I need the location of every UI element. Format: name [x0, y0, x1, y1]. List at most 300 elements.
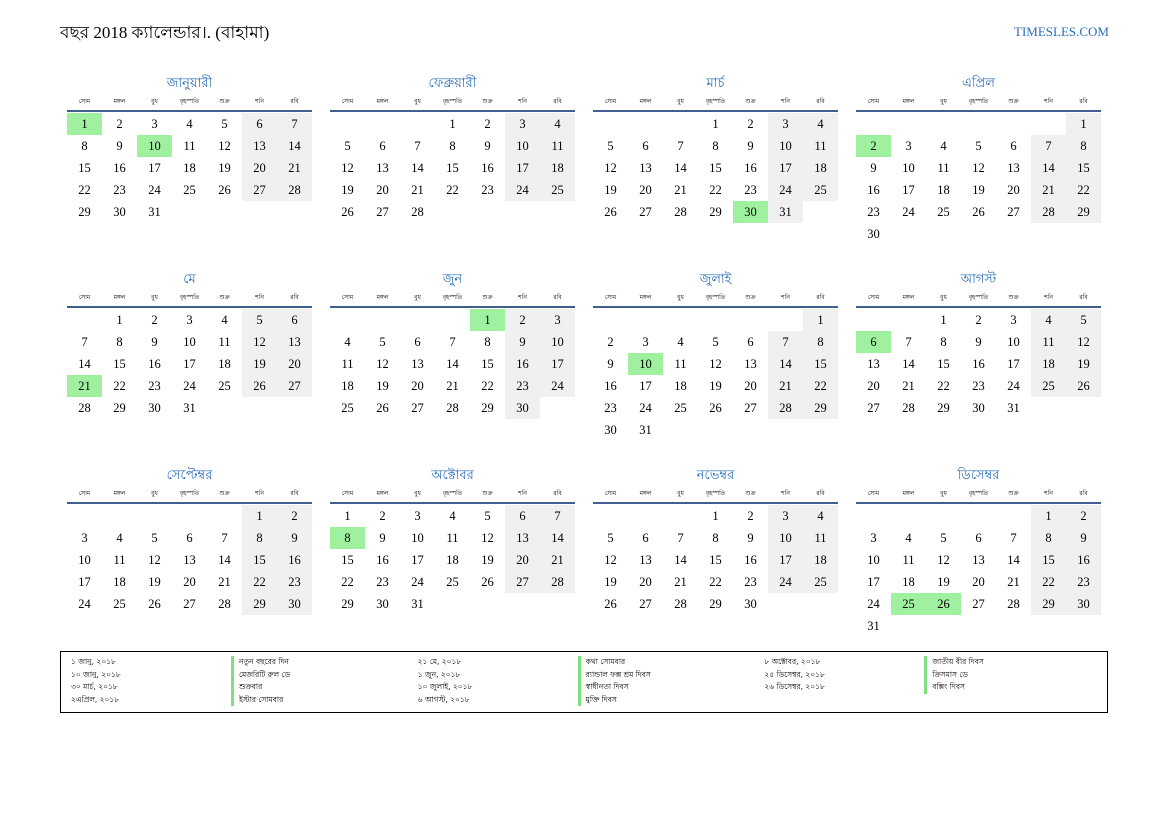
day-cell: 2: [116, 117, 123, 131]
weekday-label: বুধ: [414, 490, 421, 497]
days-grid: [856, 309, 1101, 419]
weekday-label: মঙ্গল: [639, 490, 652, 497]
day-cell: 27: [867, 401, 880, 415]
day-cell: 21: [1031, 179, 1066, 201]
month-name: এপ্রিল: [962, 76, 995, 91]
day-cell: 16: [277, 549, 312, 571]
day-cell: 5: [379, 335, 386, 349]
day-cell: 8: [1066, 135, 1101, 157]
weekday-label: রবি: [816, 294, 825, 301]
day-cell: 28: [674, 597, 687, 611]
weekday-label: সোম: [604, 490, 617, 497]
day-cell: 26: [1066, 375, 1101, 397]
empty-cell: [733, 309, 768, 331]
day-cell: 19: [341, 183, 354, 197]
holiday-day-cell: 25: [891, 593, 926, 615]
weekday-label: শুক্র: [219, 490, 230, 497]
empty-cell: [891, 113, 926, 135]
weekday-label: শনি: [781, 294, 790, 301]
weekday-label: শনি: [255, 490, 264, 497]
day-cell: 30: [972, 401, 985, 415]
day-cell: 18: [341, 379, 354, 393]
holiday-date: ২৬ ডিসেম্বর, ২০১৮: [764, 682, 825, 691]
day-cell: 28: [902, 401, 915, 415]
day-cell: 2: [484, 117, 491, 131]
day-cell: 13: [411, 357, 424, 371]
weekday-label: শনি: [518, 294, 527, 301]
day-cell: 21: [674, 183, 687, 197]
weekday-label: বুধ: [940, 98, 947, 105]
day-cell: 28: [78, 401, 91, 415]
weekday-label: শনি: [518, 98, 527, 105]
weekday-label: সোম: [867, 98, 880, 105]
empty-cell: [593, 309, 628, 331]
day-cell: 19: [481, 553, 494, 567]
days-grid: [593, 505, 838, 615]
day-cell: 18: [218, 357, 231, 371]
day-cell: 16: [604, 379, 617, 393]
day-cell: 1: [803, 309, 838, 331]
day-cell: 21: [446, 379, 459, 393]
holiday-date: ১০ জানু, ২০১৮: [71, 669, 121, 679]
weekday-label: বুধ: [414, 294, 421, 301]
day-cell: 13: [505, 527, 540, 549]
month-calendar: [593, 75, 838, 271]
day-cell: 7: [81, 335, 88, 349]
day-cell: 15: [481, 357, 494, 371]
day-cell: 31: [768, 201, 803, 223]
day-cell: 7: [414, 139, 421, 153]
day-cell: 1: [1031, 505, 1066, 527]
empty-cell: [891, 505, 926, 527]
day-cell: 6: [242, 113, 277, 135]
day-cell: 23: [148, 379, 161, 393]
days-grid: [593, 309, 838, 441]
day-cell: 18: [540, 157, 575, 179]
weekday-label: বুধ: [940, 294, 947, 301]
day-cell: 29: [1031, 593, 1066, 615]
weekday-label: শুক্র: [1008, 98, 1019, 105]
day-cell: 29: [1066, 201, 1101, 223]
day-cell: 26: [709, 401, 722, 415]
weekday-label: সোম: [867, 294, 880, 301]
weekday-label: মঙ্গল: [113, 490, 126, 497]
empty-cell: [698, 309, 733, 331]
weekday-label: রবি: [1079, 294, 1088, 301]
day-cell: 27: [183, 597, 196, 611]
day-cell: 7: [1031, 135, 1066, 157]
day-cell: 14: [446, 357, 459, 371]
day-cell: 4: [344, 335, 351, 349]
day-cell: 11: [218, 335, 231, 349]
legend-column: [71, 656, 404, 708]
weekday-label: সোম: [867, 490, 880, 497]
day-cell: 5: [1066, 309, 1101, 331]
day-cell: 17: [902, 183, 915, 197]
day-cell: 9: [1066, 527, 1101, 549]
day-cell: 24: [902, 205, 915, 219]
day-cell: 10: [867, 553, 880, 567]
day-cell: 27: [277, 375, 312, 397]
day-cell: 22: [803, 375, 838, 397]
day-cell: 27: [639, 205, 652, 219]
day-cell: 20: [411, 379, 424, 393]
day-cell: 3: [81, 531, 88, 545]
weekday-label: মঙ্গল: [639, 294, 652, 301]
day-cell: 19: [148, 575, 161, 589]
day-cell: 20: [376, 183, 389, 197]
empty-cell: [628, 505, 663, 527]
day-cell: 11: [341, 357, 354, 371]
empty-cell: [435, 309, 470, 331]
day-cell: 5: [975, 139, 982, 153]
day-cell: 17: [78, 575, 91, 589]
empty-cell: [926, 113, 961, 135]
weekday-label: রবি: [290, 294, 299, 301]
empty-cell: [172, 505, 207, 527]
day-cell: 13: [277, 331, 312, 353]
day-cell: 29: [709, 597, 722, 611]
day-cell: 31: [183, 401, 196, 415]
day-cell: 20: [505, 549, 540, 571]
day-cell: 16: [376, 553, 389, 567]
day-cell: 3: [642, 335, 649, 349]
day-cell: 17: [1007, 357, 1020, 371]
day-cell: 12: [972, 161, 985, 175]
holiday-day-cell: 1: [470, 309, 505, 331]
day-cell: 19: [937, 575, 950, 589]
day-cell: 16: [744, 553, 757, 567]
day-cell: 11: [1031, 331, 1066, 353]
day-cell: 5: [607, 139, 614, 153]
day-cell: 3: [870, 531, 877, 545]
weekday-label: রবি: [1079, 98, 1088, 105]
day-cell: 19: [218, 161, 231, 175]
weekday-label: বুধ: [414, 98, 421, 105]
empty-cell: [663, 113, 698, 135]
day-cell: 16: [113, 161, 126, 175]
day-cell: 13: [376, 161, 389, 175]
day-cell: 4: [803, 505, 838, 527]
day-cell: 16: [148, 357, 161, 371]
day-cell: 21: [411, 183, 424, 197]
empty-cell: [961, 113, 996, 135]
day-cell: 9: [484, 139, 491, 153]
day-cell: 10: [411, 531, 424, 545]
holiday-date: ২১ মে, ২০১৮: [417, 657, 462, 666]
holiday-name: ক্রিসমাস ডে: [924, 669, 1097, 682]
day-cell: 28: [411, 205, 424, 219]
day-cell: 17: [639, 379, 652, 393]
day-cell: 14: [902, 357, 915, 371]
empty-cell: [207, 505, 242, 527]
weekday-label: বুধ: [677, 98, 684, 105]
weekday-header: [593, 487, 838, 504]
day-cell: 23: [277, 571, 312, 593]
day-cell: 28: [1007, 597, 1020, 611]
day-cell: 22: [937, 379, 950, 393]
day-cell: 31: [1007, 401, 1020, 415]
holiday-date: ৮ অক্টোবর, ২০১৮: [764, 657, 821, 666]
weekday-header: [330, 95, 575, 112]
day-cell: 18: [902, 575, 915, 589]
day-cell: 27: [505, 571, 540, 593]
weekday-label: মঙ্গল: [902, 490, 915, 497]
empty-cell: [768, 309, 803, 331]
day-cell: 23: [481, 183, 494, 197]
day-cell: 4: [803, 113, 838, 135]
day-cell: 25: [446, 575, 459, 589]
empty-cell: [891, 309, 926, 331]
day-cell: 1: [449, 117, 456, 131]
day-cell: 24: [639, 401, 652, 415]
day-cell: 8: [81, 139, 88, 153]
day-cell: 21: [277, 157, 312, 179]
day-cell: 30: [148, 401, 161, 415]
day-cell: 5: [607, 531, 614, 545]
day-cell: 2: [151, 313, 158, 327]
month-calendar: [67, 271, 312, 467]
day-cell: 2: [747, 117, 754, 131]
day-cell: 5: [344, 139, 351, 153]
day-cell: 29: [481, 401, 494, 415]
day-cell: 23: [867, 205, 880, 219]
day-cell: 11: [183, 139, 196, 153]
month-name: ডিসেম্বর: [957, 468, 1000, 483]
day-cell: 27: [1007, 205, 1020, 219]
day-cell: 18: [803, 549, 838, 571]
weekday-label: শুক্র: [219, 294, 230, 301]
weekday-label: রবি: [290, 98, 299, 105]
weekday-label: বৃহস্পতি: [442, 490, 463, 497]
day-cell: 7: [277, 113, 312, 135]
day-cell: 6: [642, 531, 649, 545]
empty-cell: [330, 309, 365, 331]
day-cell: 24: [505, 179, 540, 201]
day-cell: 17: [148, 161, 161, 175]
day-cell: 17: [768, 549, 803, 571]
day-cell: 26: [218, 183, 231, 197]
day-cell: 30: [376, 597, 389, 611]
day-cell: 13: [639, 553, 652, 567]
day-cell: 10: [768, 135, 803, 157]
day-cell: 12: [604, 161, 617, 175]
weekday-label: রবি: [816, 98, 825, 105]
holiday-day-cell: 8: [330, 527, 365, 549]
holiday-name: মুক্তি দিবস: [578, 694, 751, 707]
weekday-label: বৃহস্পতি: [179, 490, 200, 497]
day-cell: 6: [505, 505, 540, 527]
weekday-header: [856, 291, 1101, 308]
day-cell: 10: [1007, 335, 1020, 349]
day-cell: 2: [379, 509, 386, 523]
weekday-header: [330, 291, 575, 308]
day-cell: 3: [768, 505, 803, 527]
day-cell: 29: [113, 401, 126, 415]
day-cell: 19: [1066, 353, 1101, 375]
weekday-label: মঙ্গল: [639, 98, 652, 105]
day-cell: 20: [242, 157, 277, 179]
day-cell: 19: [376, 379, 389, 393]
empty-cell: [663, 309, 698, 331]
day-cell: 4: [116, 531, 123, 545]
day-cell: 29: [242, 593, 277, 615]
weekday-label: শুক্র: [1008, 490, 1019, 497]
day-cell: 4: [540, 113, 575, 135]
weekday-label: রবি: [290, 490, 299, 497]
weekday-label: মঙ্গল: [902, 98, 915, 105]
day-cell: 3: [768, 113, 803, 135]
weekday-label: সোম: [341, 490, 354, 497]
holiday-date: ১ জুন, ২০১৮: [417, 669, 461, 679]
day-cell: 5: [712, 335, 719, 349]
day-cell: 19: [604, 183, 617, 197]
day-cell: 13: [972, 553, 985, 567]
holiday-day-cell: 1: [67, 113, 102, 135]
day-cell: 30: [113, 205, 126, 219]
empty-cell: [856, 113, 891, 135]
weekday-label: শনি: [1044, 98, 1053, 105]
holiday-date: ১০ জুলাই, ২০১৮: [417, 682, 473, 691]
weekday-label: সোম: [604, 294, 617, 301]
day-cell: 20: [744, 379, 757, 393]
page-title: বছর 2018 ক্যালেন্ডার।. (বাহামা): [60, 23, 270, 42]
day-cell: 6: [1010, 139, 1017, 153]
day-cell: 16: [744, 161, 757, 175]
day-cell: 4: [905, 531, 912, 545]
day-cell: 3: [1010, 313, 1017, 327]
weekday-label: বৃহস্পতি: [968, 294, 989, 301]
empty-cell: [400, 309, 435, 331]
legend-column: [418, 656, 751, 708]
day-cell: 26: [242, 375, 277, 397]
day-cell: 21: [902, 379, 915, 393]
day-cell: 15: [709, 161, 722, 175]
day-cell: 25: [218, 379, 231, 393]
day-cell: 26: [376, 401, 389, 415]
day-cell: 16: [481, 161, 494, 175]
holiday-legend: [60, 651, 1108, 713]
day-cell: 12: [218, 139, 231, 153]
empty-cell: [102, 505, 137, 527]
weekday-label: বৃহস্পতি: [705, 294, 726, 301]
day-cell: 27: [242, 179, 277, 201]
day-cell: 25: [113, 597, 126, 611]
day-cell: 4: [449, 509, 456, 523]
holiday-day-cell: 30: [733, 201, 768, 223]
day-cell: 14: [768, 353, 803, 375]
month-calendar: [330, 271, 575, 467]
days-grid: [856, 505, 1101, 637]
weekday-label: বুধ: [151, 294, 158, 301]
day-cell: 13: [867, 357, 880, 371]
day-cell: 12: [1066, 331, 1101, 353]
day-cell: 8: [116, 335, 123, 349]
day-cell: 14: [1007, 553, 1020, 567]
weekday-label: বৃহস্পতি: [442, 98, 463, 105]
empty-cell: [663, 505, 698, 527]
day-cell: 25: [803, 179, 838, 201]
weekday-label: শনি: [1044, 294, 1053, 301]
day-cell: 27: [744, 401, 757, 415]
day-cell: 28: [674, 205, 687, 219]
empty-cell: [400, 113, 435, 135]
day-cell: 31: [867, 619, 880, 633]
weekday-label: বুধ: [677, 490, 684, 497]
day-cell: 6: [747, 335, 754, 349]
weekday-label: শনি: [1044, 490, 1053, 497]
day-cell: 18: [937, 183, 950, 197]
day-cell: 29: [341, 597, 354, 611]
day-cell: 9: [975, 335, 982, 349]
day-cell: 17: [540, 353, 575, 375]
day-cell: 6: [277, 309, 312, 331]
weekday-label: বৃহস্পতি: [179, 98, 200, 105]
month-name: ফেব্রুয়ারী: [428, 76, 477, 91]
holiday-date: ২এপ্রিল, ২০১৮: [71, 694, 120, 704]
day-cell: 21: [1007, 575, 1020, 589]
day-cell: 28: [446, 401, 459, 415]
legend-column: [764, 656, 1097, 708]
day-cell: 10: [902, 161, 915, 175]
weekday-label: বুধ: [151, 490, 158, 497]
day-cell: 1: [712, 509, 719, 523]
day-cell: 27: [376, 205, 389, 219]
month-calendar: [856, 271, 1101, 467]
day-cell: 11: [446, 531, 459, 545]
holiday-date: ৩০ মার্চ, ২০১৮: [71, 682, 118, 691]
day-cell: 14: [411, 161, 424, 175]
day-cell: 25: [803, 571, 838, 593]
day-cell: 13: [744, 357, 757, 371]
day-cell: 29: [937, 401, 950, 415]
day-cell: 15: [1031, 549, 1066, 571]
days-grid: [67, 309, 312, 419]
days-grid: [330, 505, 575, 615]
day-cell: 12: [937, 553, 950, 567]
day-cell: 24: [183, 379, 196, 393]
day-cell: 10: [183, 335, 196, 349]
month-name: মার্চ: [706, 76, 725, 91]
day-cell: 28: [218, 597, 231, 611]
day-cell: 20: [1007, 183, 1020, 197]
day-cell: 28: [540, 571, 575, 593]
day-cell: 30: [604, 423, 617, 437]
site-link[interactable]: TIMESLES.COM: [1014, 24, 1109, 39]
day-cell: 23: [972, 379, 985, 393]
day-cell: 8: [242, 527, 277, 549]
day-cell: 25: [674, 401, 687, 415]
day-cell: 7: [221, 531, 228, 545]
day-cell: 30: [1066, 593, 1101, 615]
day-cell: 17: [411, 553, 424, 567]
day-cell: 21: [218, 575, 231, 589]
day-cell: 15: [1066, 157, 1101, 179]
day-cell: 6: [975, 531, 982, 545]
empty-cell: [137, 505, 172, 527]
day-cell: 29: [78, 205, 91, 219]
weekday-label: শনি: [781, 490, 790, 497]
weekday-label: বুধ: [151, 98, 158, 105]
weekday-label: বৃহস্পতি: [968, 490, 989, 497]
empty-cell: [961, 505, 996, 527]
day-cell: 23: [604, 401, 617, 415]
day-cell: 7: [677, 531, 684, 545]
day-cell: 27: [411, 401, 424, 415]
day-cell: 16: [505, 353, 540, 375]
days-grid: [67, 113, 312, 223]
day-cell: 15: [113, 357, 126, 371]
